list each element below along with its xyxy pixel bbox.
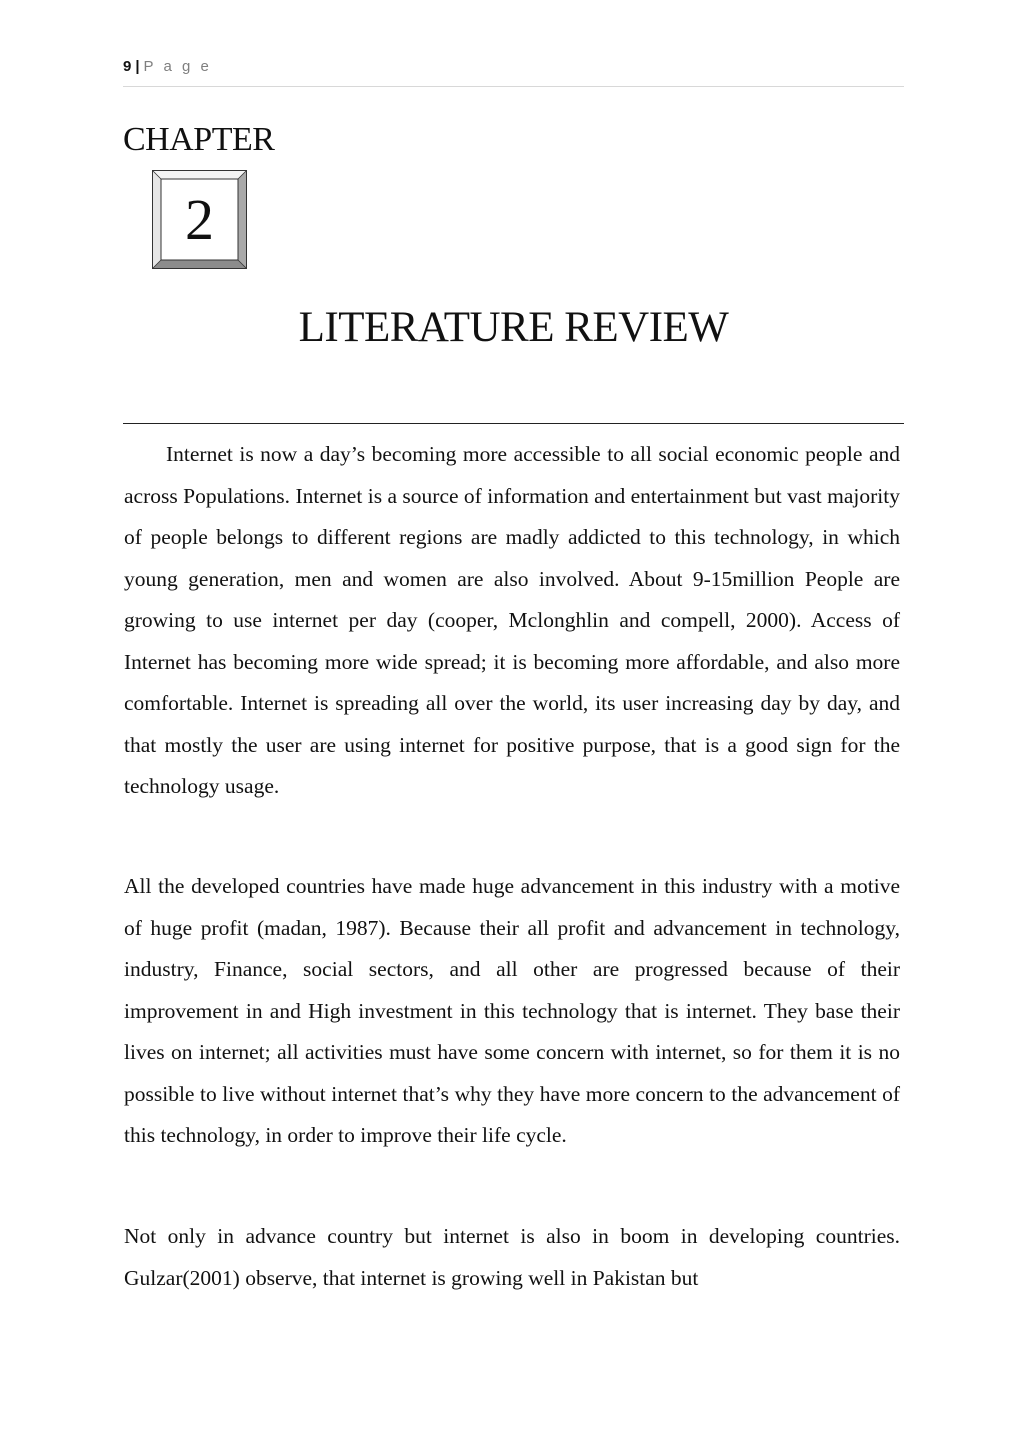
title-divider bbox=[123, 423, 904, 424]
chapter-title: LITERATURE REVIEW bbox=[298, 304, 729, 351]
page-number: 9 bbox=[123, 58, 132, 75]
page-header bbox=[123, 58, 904, 87]
paragraph-2: All the developed countries have made huge advancement in this industry with a motive of huge profit (madan, 1987). Because their all profit and advancement in technology, industry, Finance, social sectors, and all other are progressed because of their improvement in and High investment in this technology that is internet. They base their lives on internet; all activities must have some concern with internet, so for them it is no possible to live without internet that’s why they have more concern to the advancement of this technology, in order to improve their life cycle. bbox=[124, 874, 900, 1147]
chapter-number-box bbox=[152, 170, 247, 269]
header-separator: | bbox=[135, 58, 140, 75]
paragraph-1: Internet is now a day’s becoming more accessible to all social economic people and across Populations. Internet is a source of information and entertainment but vast majority of people belongs to different regions are madly addicted to this technology, in which young generation, men and women are also involved. About 9-15million People are growing to use internet per day (cooper, Mclonghlin and compell, 2000). Access of Internet has becoming more wide spread; it is becoming more affordable, and also more comfortable. Internet is spreading all over the world, its user increasing day by day, and that mostly the user are using internet for positive purpose, that is a good sign for the technology usage. bbox=[124, 442, 900, 798]
paragraph-3: Not only in advance country but internet is also in boom in developing countries. Gulzar(2001) observe, that internet is growing well in Pakistan but bbox=[124, 1224, 900, 1290]
page-word: P a g e bbox=[143, 58, 212, 75]
chapter-label: CHAPTER bbox=[123, 121, 275, 158]
chapter-number: 2 bbox=[185, 187, 214, 252]
